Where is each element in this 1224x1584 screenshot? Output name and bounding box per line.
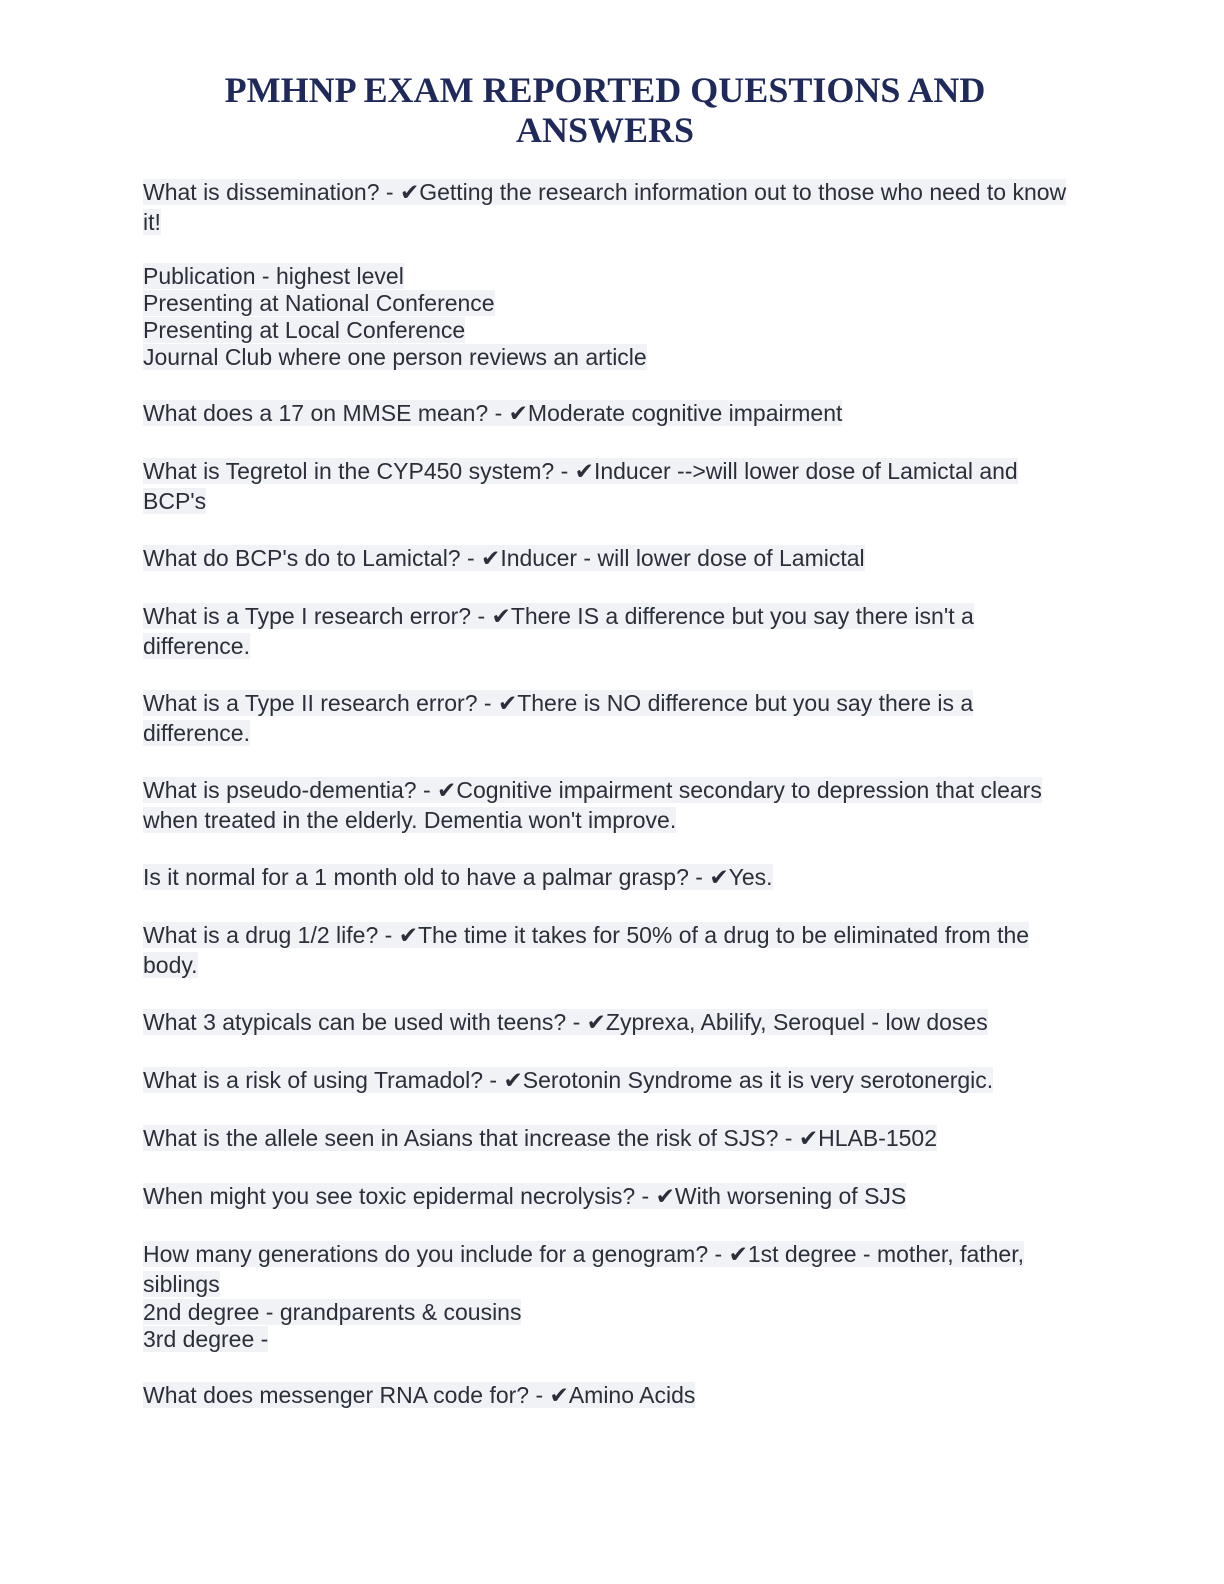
qa-text <box>143 1241 1024 1297</box>
extra-line: 2nd degree - grandparents & cousins <box>143 1299 522 1325</box>
qa-text <box>143 777 1042 833</box>
question-text: What do BCP's do to Lamictal? - <box>143 545 482 571</box>
answer-text: Inducer -->will lower dose of Lamictal and BCP's <box>143 458 1018 514</box>
title-line-1: PMHNP EXAM REPORTED QUESTIONS AND <box>224 70 986 110</box>
qa-text <box>143 690 973 746</box>
qa-text <box>143 400 842 426</box>
qa-entry <box>143 1381 1073 1411</box>
question-text: What does a 17 on MMSE mean? - <box>143 400 509 426</box>
qa-entry <box>143 1008 1073 1038</box>
question-text: What is a Type II research error? - <box>143 690 498 716</box>
checkmark-icon: ✔ <box>655 1184 675 1210</box>
qa-text <box>143 545 865 571</box>
question-text: What is a drug 1/2 life? - <box>143 922 399 948</box>
checkmark-icon: ✔ <box>437 778 457 804</box>
question-text: When might you see toxic epidermal necrolysis? - <box>143 1183 656 1209</box>
qa-text <box>143 179 1066 235</box>
checkmark-icon: ✔ <box>508 401 528 427</box>
qa-entry <box>143 457 1073 516</box>
qa-entry <box>143 863 1073 893</box>
checkmark-icon: ✔ <box>709 865 729 891</box>
answer-text: The time it takes for 50% of a drug to be eliminated from the body. <box>143 922 1030 978</box>
answer-text: Zyprexa, Abilify, Seroquel - low doses <box>605 1009 988 1035</box>
title-line-2: ANSWERS <box>515 110 695 150</box>
qa-entry <box>143 1066 1073 1096</box>
qa-entry <box>143 602 1073 661</box>
answer-text: Serotonin Syndrome as it is very serotonergic. <box>522 1067 994 1093</box>
answer-text: Yes. <box>728 864 773 890</box>
qa-list <box>143 178 1073 1439</box>
question-text: What is dissemination? - <box>143 179 400 205</box>
page-title <box>143 70 1067 150</box>
answer-text: Cognitive impairment secondary to depression that clears when treated in the elderly. Dementia won't improve. <box>143 777 1042 833</box>
qa-entry <box>143 178 1073 371</box>
qa-text <box>143 1183 906 1209</box>
extra-line: Publication - highest level <box>143 263 404 289</box>
qa-entry <box>143 1182 1073 1212</box>
question-text: What is a risk of using Tramadol? - <box>143 1067 504 1093</box>
checkmark-icon: ✔ <box>481 546 501 572</box>
answer-text: There IS a difference but you say there isn't a difference. <box>143 603 974 659</box>
checkmark-icon: ✔ <box>586 1010 606 1036</box>
question-text: What is Tegretol in the CYP450 system? - <box>143 458 575 484</box>
qa-text <box>143 1067 993 1093</box>
checkmark-icon: ✔ <box>491 604 511 630</box>
answer-text: Amino Acids <box>568 1382 696 1408</box>
checkmark-icon: ✔ <box>574 459 594 485</box>
extra-line: Journal Club where one person reviews an article <box>143 344 647 370</box>
qa-entry <box>143 776 1073 835</box>
answer-text: Moderate cognitive impairment <box>527 400 843 426</box>
qa-text <box>143 864 773 890</box>
qa-entry <box>143 399 1073 429</box>
checkmark-icon: ✔ <box>798 1126 819 1152</box>
extra-line: 3rd degree - <box>143 1326 269 1352</box>
question-text: What is the allele seen in Asians that increase the risk of SJS? - <box>143 1125 799 1151</box>
qa-text <box>143 1125 937 1151</box>
qa-text <box>143 922 1029 978</box>
extra-line: Presenting at Local Conference <box>143 317 466 343</box>
qa-text <box>143 458 1018 514</box>
checkmark-icon: ✔ <box>398 923 418 949</box>
question-text: How many generations do you include for a genogram? - <box>143 1241 729 1267</box>
question-text: What is a Type I research error? - <box>143 603 492 629</box>
answer-text: HLAB-1502 <box>818 1125 938 1151</box>
extra-line: Presenting at National Conference <box>143 290 495 316</box>
qa-entry <box>143 921 1073 980</box>
checkmark-icon: ✔ <box>503 1068 523 1094</box>
checkmark-icon: ✔ <box>728 1242 748 1268</box>
question-text: What 3 atypicals can be used with teens? - <box>143 1009 587 1035</box>
qa-text <box>143 1009 988 1035</box>
answer-text: Getting the research information out to those who need to know it! <box>143 179 1067 235</box>
qa-text <box>143 1382 695 1408</box>
answer-text: 1st degree - mother, father, siblings <box>143 1241 1025 1297</box>
question-text: Is it normal for a 1 month old to have a palmar grasp? - <box>143 864 710 890</box>
answer-text: There is NO difference but you say there is a difference. <box>143 690 974 746</box>
qa-text <box>143 603 974 659</box>
checkmark-icon: ✔ <box>549 1383 569 1409</box>
question-text: What is pseudo-dementia? - <box>143 777 438 803</box>
checkmark-icon: ✔ <box>497 691 518 717</box>
qa-entry <box>143 544 1073 574</box>
answer-text: Inducer - will lower dose of Lamictal <box>500 545 865 571</box>
qa-entry <box>143 689 1073 748</box>
qa-entry <box>143 1124 1073 1154</box>
answer-text: With worsening of SJS <box>674 1183 907 1209</box>
question-text: What does messenger RNA code for? - <box>143 1382 550 1408</box>
checkmark-icon: ✔ <box>399 180 420 206</box>
qa-entry <box>143 1240 1073 1353</box>
